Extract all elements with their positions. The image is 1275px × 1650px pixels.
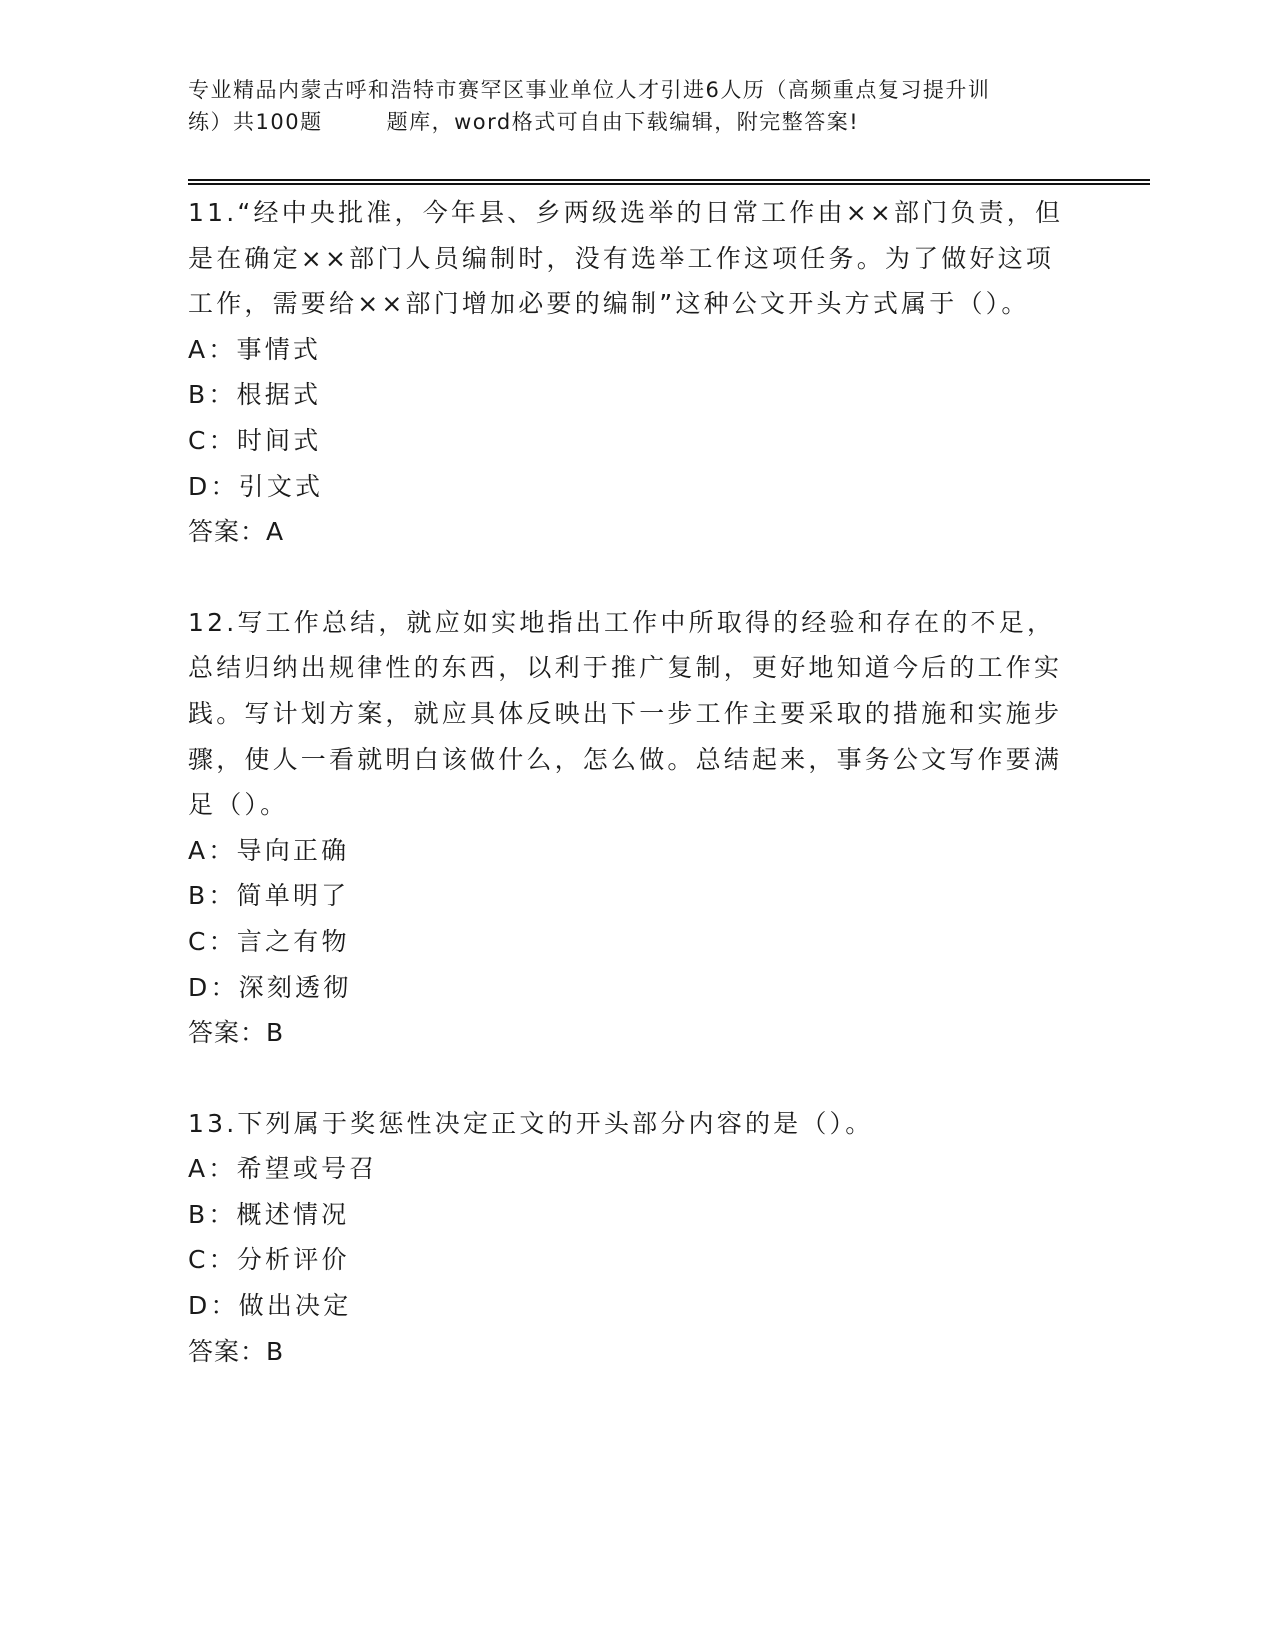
option-b: B：概述情况 bbox=[188, 1199, 350, 1229]
option-c: C：言之有物 bbox=[188, 926, 350, 956]
answer-text: 答案：B bbox=[188, 1336, 285, 1366]
question-block bbox=[188, 600, 1068, 1056]
option-b: B：根据式 bbox=[188, 380, 322, 410]
header-line-1: 专业精品内蒙古呼和浩特市赛罕区事业单位人才引进6人历（高频重点复习提升训 bbox=[188, 78, 991, 102]
answer-text: 答案：B bbox=[188, 1018, 285, 1048]
option-a: A：事情式 bbox=[188, 334, 322, 364]
question-list bbox=[188, 190, 1068, 1419]
header-divider-bottom bbox=[188, 183, 1150, 185]
option-d: D：引文式 bbox=[188, 471, 324, 501]
option-a: A：希望或号召 bbox=[188, 1154, 378, 1184]
option-d: D：做出决定 bbox=[188, 1291, 352, 1321]
option-b: B：简单明了 bbox=[188, 881, 350, 911]
header-divider-top bbox=[188, 179, 1150, 181]
question-block bbox=[188, 190, 1068, 555]
question-block bbox=[188, 1101, 1068, 1375]
question-text: 12.写工作总结，就应如实地指出工作中所取得的经验和存在的不足，总结归纳出规律性的东西，以利于推广复制，更好地知道今后的工作实践。写计划方案，就应具体反映出下一步工作主要采取的措施和实施步骤，使人一看就明白该做什么，怎么做。总结起来，事务公文写作要满足（）。 bbox=[188, 607, 1063, 820]
option-a: A：导向正确 bbox=[188, 835, 350, 865]
option-d: D：深刻透彻 bbox=[188, 972, 352, 1002]
header-line-2b: 题库，word格式可自由下载编辑，附完整答案! bbox=[386, 110, 860, 134]
option-c: C：分析评价 bbox=[188, 1245, 350, 1275]
answer-text: 答案：A bbox=[188, 517, 285, 547]
question-text: 11.“经中央批准，今年县、乡两级选举的日常工作由××部门负责，但是在确定××部门人员编制时，没有选举工作这项任务。为了做好这项工作，需要给××部门增加必要的编制”这种公文开头方式属于（）。 bbox=[188, 198, 1064, 319]
question-text: 13.下列属于奖惩性决定正文的开头部分内容的是（）。 bbox=[188, 1108, 874, 1138]
document-header bbox=[188, 74, 1088, 138]
option-c: C：时间式 bbox=[188, 425, 322, 455]
header-line-2a: 练）共100题 bbox=[188, 110, 323, 134]
header-line-2 bbox=[188, 106, 1088, 138]
